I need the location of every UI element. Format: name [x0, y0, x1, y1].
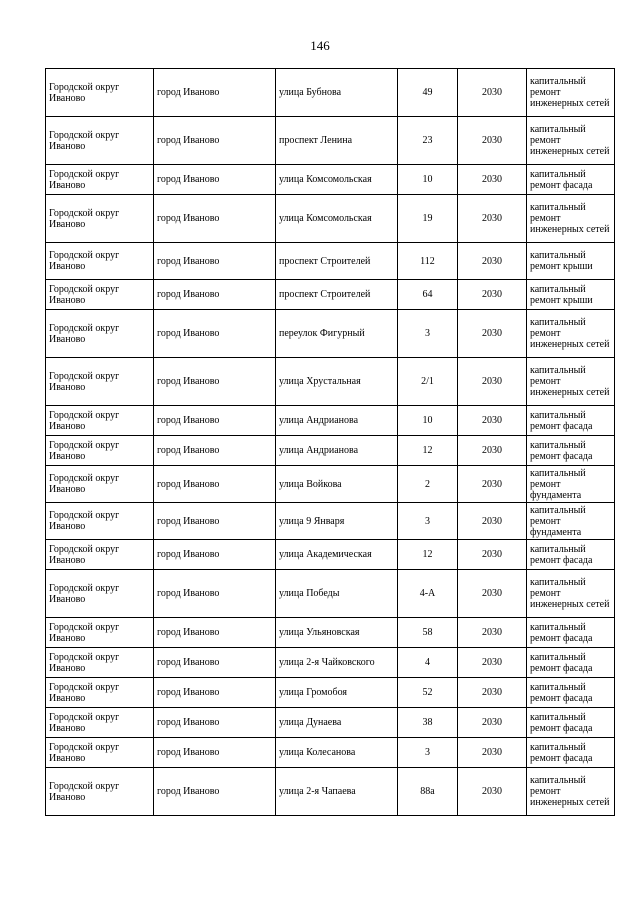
work-type-cell: капитальный ремонт инженерных сетей	[527, 117, 615, 165]
house-cell: 2	[398, 466, 458, 503]
municipality-cell: Городской округ Иваново	[46, 540, 154, 570]
locality-cell: город Иваново	[154, 280, 276, 310]
street-cell: улица 2-я Чапаева	[276, 768, 398, 816]
municipality-cell: Городской округ Иваново	[46, 570, 154, 618]
municipality-cell: Городской округ Иваново	[46, 117, 154, 165]
work-type-cell: капитальный ремонт инженерных сетей	[527, 768, 615, 816]
house-cell: 4	[398, 648, 458, 678]
street-cell: улица Дунаева	[276, 708, 398, 738]
municipality-cell: Городской округ Иваново	[46, 708, 154, 738]
street-cell: проспект Ленина	[276, 117, 398, 165]
municipality-cell: Городской округ Иваново	[46, 243, 154, 280]
table-row	[46, 738, 615, 768]
street-cell: переулок Фигурный	[276, 310, 398, 358]
work-type-cell: капитальный ремонт инженерных сетей	[527, 310, 615, 358]
street-cell: улица Ульяновская	[276, 618, 398, 648]
table-row	[46, 195, 615, 243]
table-row	[46, 570, 615, 618]
municipality-cell: Городской округ Иваново	[46, 503, 154, 540]
table-row	[46, 406, 615, 436]
house-cell: 3	[398, 738, 458, 768]
year-cell: 2030	[458, 618, 527, 648]
street-cell: проспект Строителей	[276, 243, 398, 280]
locality-cell: город Иваново	[154, 310, 276, 358]
year-cell: 2030	[458, 195, 527, 243]
house-cell: 58	[398, 618, 458, 648]
work-type-cell: капитальный ремонт фундамента	[527, 466, 615, 503]
house-cell: 88а	[398, 768, 458, 816]
municipality-cell: Городской округ Иваново	[46, 678, 154, 708]
table-row	[46, 540, 615, 570]
locality-cell: город Иваново	[154, 738, 276, 768]
year-cell: 2030	[458, 648, 527, 678]
work-type-cell: капитальный ремонт крыши	[527, 243, 615, 280]
work-type-cell: капитальный ремонт фасада	[527, 708, 615, 738]
year-cell: 2030	[458, 406, 527, 436]
work-type-cell: капитальный ремонт фасада	[527, 618, 615, 648]
year-cell: 2030	[458, 466, 527, 503]
table-row	[46, 648, 615, 678]
table-row	[46, 618, 615, 648]
locality-cell: город Иваново	[154, 69, 276, 117]
municipality-cell: Городской округ Иваново	[46, 738, 154, 768]
locality-cell: город Иваново	[154, 618, 276, 648]
house-cell: 10	[398, 165, 458, 195]
house-cell: 49	[398, 69, 458, 117]
locality-cell: город Иваново	[154, 406, 276, 436]
street-cell: улица Бубнова	[276, 69, 398, 117]
street-cell: улица 2-я Чайковского	[276, 648, 398, 678]
street-cell: проспект Строителей	[276, 280, 398, 310]
year-cell: 2030	[458, 69, 527, 117]
house-cell: 2/1	[398, 358, 458, 406]
locality-cell: город Иваново	[154, 540, 276, 570]
table-row	[46, 678, 615, 708]
year-cell: 2030	[458, 738, 527, 768]
municipality-cell: Городской округ Иваново	[46, 310, 154, 358]
street-cell: улица Колесанова	[276, 738, 398, 768]
year-cell: 2030	[458, 678, 527, 708]
street-cell: улица Андрианова	[276, 406, 398, 436]
municipality-cell: Городской округ Иваново	[46, 618, 154, 648]
table-row	[46, 280, 615, 310]
table-row	[46, 768, 615, 816]
work-type-cell: капитальный ремонт инженерных сетей	[527, 570, 615, 618]
street-cell: улица Победы	[276, 570, 398, 618]
house-cell: 19	[398, 195, 458, 243]
year-cell: 2030	[458, 117, 527, 165]
table-row	[46, 466, 615, 503]
locality-cell: город Иваново	[154, 436, 276, 466]
house-cell: 38	[398, 708, 458, 738]
work-type-cell: капитальный ремонт фундамента	[527, 503, 615, 540]
year-cell: 2030	[458, 570, 527, 618]
year-cell: 2030	[458, 708, 527, 738]
street-cell: улица Комсомольская	[276, 195, 398, 243]
table-row	[46, 503, 615, 540]
house-cell: 64	[398, 280, 458, 310]
table-row	[46, 165, 615, 195]
street-cell: улица Громобоя	[276, 678, 398, 708]
house-cell: 3	[398, 503, 458, 540]
street-cell: улица Комсомольская	[276, 165, 398, 195]
locality-cell: город Иваново	[154, 648, 276, 678]
work-type-cell: капитальный ремонт инженерных сетей	[527, 69, 615, 117]
street-cell: улица 9 Января	[276, 503, 398, 540]
year-cell: 2030	[458, 540, 527, 570]
work-type-cell: капитальный ремонт фасада	[527, 738, 615, 768]
year-cell: 2030	[458, 436, 527, 466]
locality-cell: город Иваново	[154, 195, 276, 243]
locality-cell: город Иваново	[154, 243, 276, 280]
work-type-cell: капитальный ремонт крыши	[527, 280, 615, 310]
work-type-cell: капитальный ремонт фасада	[527, 540, 615, 570]
year-cell: 2030	[458, 503, 527, 540]
municipality-cell: Городской округ Иваново	[46, 768, 154, 816]
year-cell: 2030	[458, 165, 527, 195]
work-type-cell: капитальный ремонт фасада	[527, 165, 615, 195]
street-cell: улица Академическая	[276, 540, 398, 570]
locality-cell: город Иваново	[154, 708, 276, 738]
table-row	[46, 69, 615, 117]
locality-cell: город Иваново	[154, 678, 276, 708]
municipality-cell: Городской округ Иваново	[46, 466, 154, 503]
table-row	[46, 358, 615, 406]
municipality-cell: Городской округ Иваново	[46, 436, 154, 466]
year-cell: 2030	[458, 243, 527, 280]
locality-cell: город Иваново	[154, 768, 276, 816]
work-type-cell: капитальный ремонт инженерных сетей	[527, 195, 615, 243]
locality-cell: город Иваново	[154, 466, 276, 503]
page-number: 146	[310, 38, 330, 53]
municipality-cell: Городской округ Иваново	[46, 280, 154, 310]
house-cell: 4-А	[398, 570, 458, 618]
house-cell: 3	[398, 310, 458, 358]
repair-schedule-table	[45, 68, 615, 816]
table-row	[46, 436, 615, 466]
municipality-cell: Городской округ Иваново	[46, 165, 154, 195]
municipality-cell: Городской округ Иваново	[46, 358, 154, 406]
house-cell: 12	[398, 436, 458, 466]
municipality-cell: Городской округ Иваново	[46, 195, 154, 243]
street-cell: улица Войкова	[276, 466, 398, 503]
house-cell: 12	[398, 540, 458, 570]
table-row	[46, 243, 615, 280]
work-type-cell: капитальный ремонт инженерных сетей	[527, 358, 615, 406]
municipality-cell: Городской округ Иваново	[46, 69, 154, 117]
municipality-cell: Городской округ Иваново	[46, 648, 154, 678]
house-cell: 23	[398, 117, 458, 165]
locality-cell: город Иваново	[154, 358, 276, 406]
year-cell: 2030	[458, 280, 527, 310]
house-cell: 10	[398, 406, 458, 436]
work-type-cell: капитальный ремонт фасада	[527, 436, 615, 466]
locality-cell: город Иваново	[154, 503, 276, 540]
house-cell: 52	[398, 678, 458, 708]
year-cell: 2030	[458, 310, 527, 358]
table-row	[46, 310, 615, 358]
work-type-cell: капитальный ремонт фасада	[527, 406, 615, 436]
street-cell: улица Андрианова	[276, 436, 398, 466]
locality-cell: город Иваново	[154, 570, 276, 618]
work-type-cell: капитальный ремонт фасада	[527, 648, 615, 678]
locality-cell: город Иваново	[154, 117, 276, 165]
municipality-cell: Городской округ Иваново	[46, 406, 154, 436]
table-row	[46, 708, 615, 738]
street-cell: улица Хрустальная	[276, 358, 398, 406]
locality-cell: город Иваново	[154, 165, 276, 195]
year-cell: 2030	[458, 768, 527, 816]
work-type-cell: капитальный ремонт фасада	[527, 678, 615, 708]
year-cell: 2030	[458, 358, 527, 406]
table-row	[46, 117, 615, 165]
house-cell: 112	[398, 243, 458, 280]
